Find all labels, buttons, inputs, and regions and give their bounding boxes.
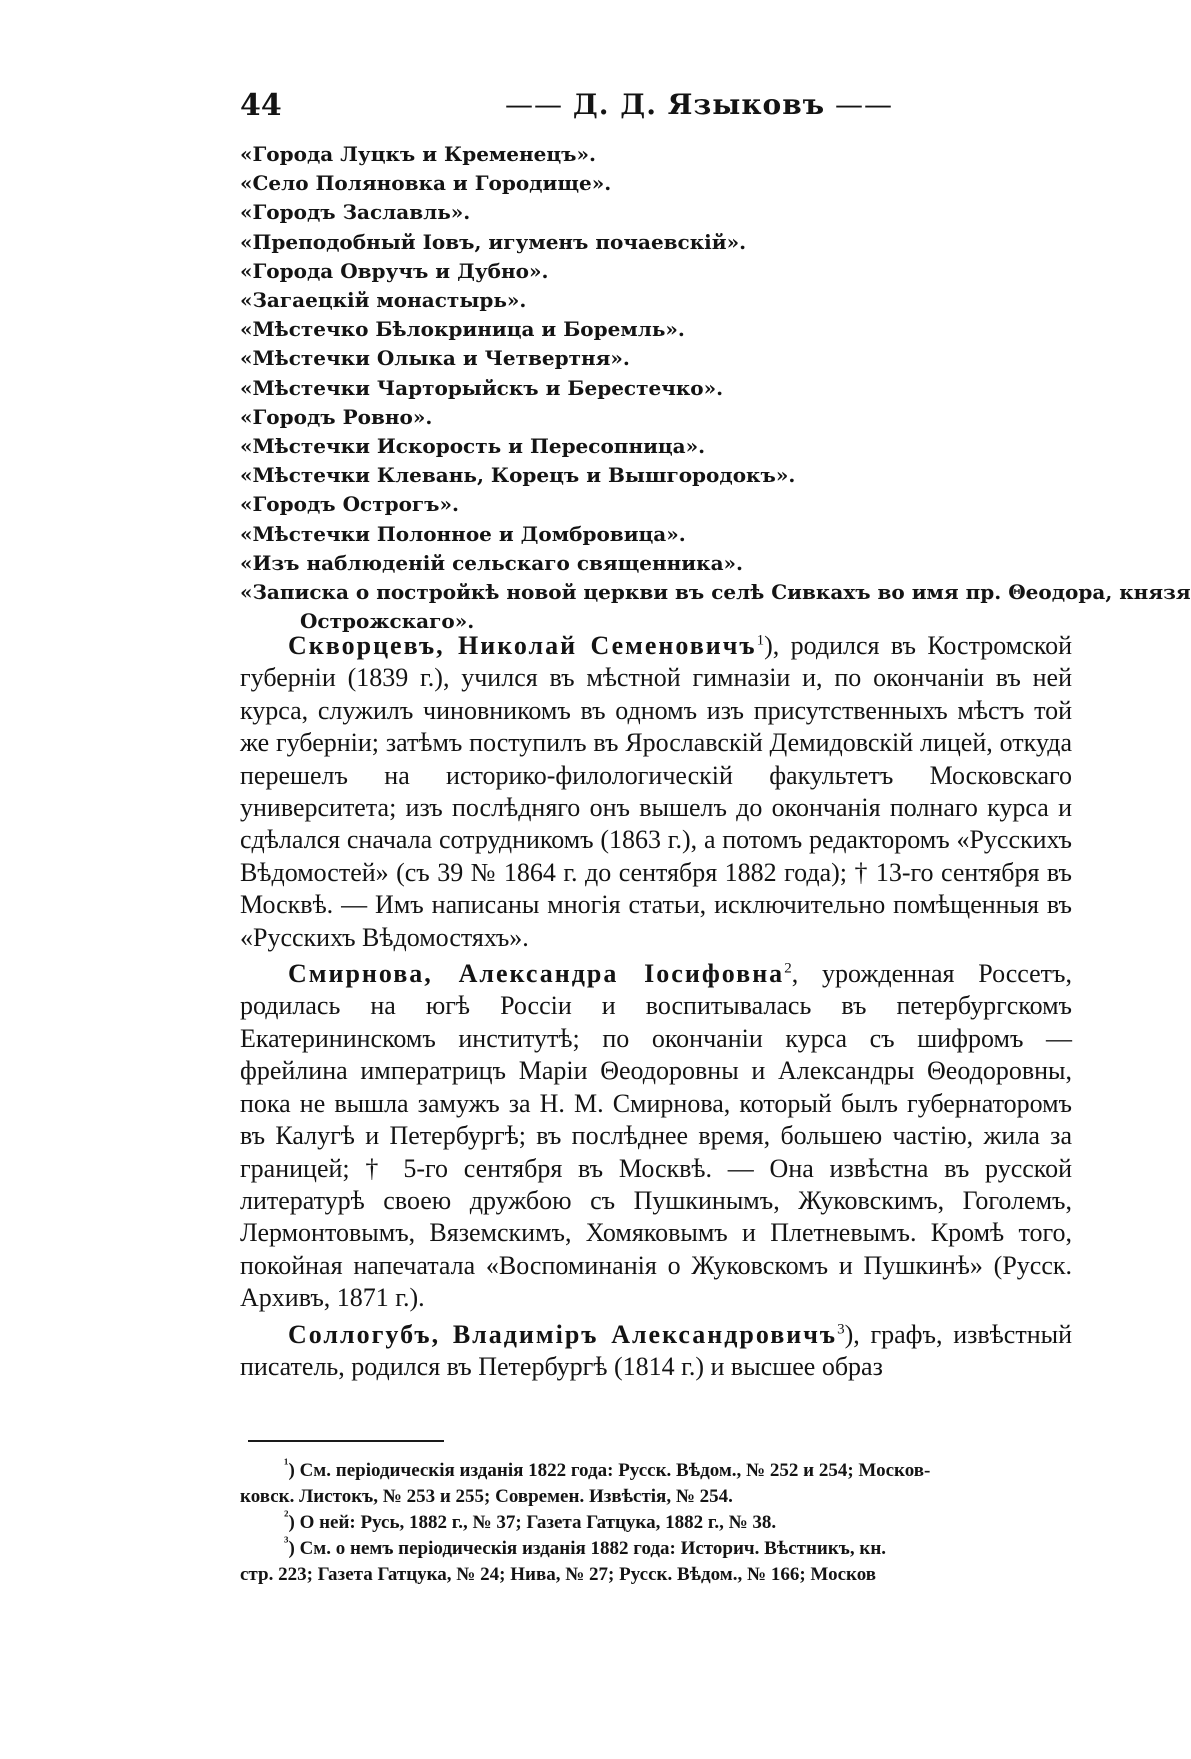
list-item: «Село Поляновка и Городище».	[240, 171, 612, 196]
paragraph-text: ), родился въ Костромской губерніи (1839 г.), учился въ мѣстной гимназіи и, по окончаніи въ ней курса, служилъ чиновникомъ въ одномъ изъ присутственныхъ мѣстъ той же губерніи; затѣмъ поступилъ въ Ярославскій Демидовскій лицей, откуда перешелъ на историко-филологическій факультетъ Московскаго университета; изъ послѣдняго онъ вышелъ до окончанія полнаго курса и сдѣлался сначала сотрудникомъ (1863 г.), а потомъ редакторомъ «Русскихъ Вѣдомостей» (съ 39 № 1864 г. до сентября 1882 года); † 13-го сентября въ Москвѣ. — Имъ написаны многія статьи, исключительно помѣщенныя въ «Русскихъ Вѣдомостяхъ».	[240, 631, 1072, 952]
paragraph-text: ), графъ, извѣстный писатель, родился въ Петербургѣ (1814 г.) и высшее образ	[240, 1319, 1073, 1381]
list-item: «Мѣстечки Клевань, Корецъ и Вышгородокъ».	[240, 463, 796, 488]
list-item: «Мѣстечки Чарторыйскъ и Берестечко».	[240, 375, 724, 400]
list-item: «Преподобный Іовъ, игуменъ почаевскій».	[240, 229, 747, 254]
footnote-text: ) О ней: Русь, 1882 г., № 37; Газета Гатцука, 1882 г., № 38.	[288, 1512, 777, 1533]
list-item: «Мѣстечки Олыка и Четвертня».	[240, 346, 630, 371]
footnote-divider	[248, 1440, 444, 1442]
biography-text	[240, 630, 1072, 1387]
footnote-text: ) См. о немъ періодическія изданія 1882 года: Историч. Вѣстникъ, кн.	[288, 1538, 887, 1559]
footnote-continuation: стр. 223; Газета Гатцука, № 24; Нива, № 27; Русск. Вѣдом., № 166; Москов	[240, 1564, 877, 1585]
footnote-marker: ³	[284, 1534, 289, 1551]
list-item: «Городъ Ровно».	[240, 404, 433, 429]
person-name: Смирнова, Александра Іосифовна	[288, 959, 785, 989]
footnotes	[240, 1458, 1080, 1588]
list-item: «Города Луцкъ и Кременецъ».	[240, 142, 596, 166]
list-item: «Изъ наблюденій сельскаго священника».	[240, 550, 744, 575]
footnote	[240, 1510, 1080, 1536]
list-item: «Городъ Острогъ».	[240, 492, 459, 517]
article-title-list	[240, 140, 1191, 636]
footnote	[240, 1458, 1080, 1484]
biography-paragraph	[240, 630, 1072, 954]
footnote-continuation: ковск. Листокъ, № 253 и 255; Современ. Извѣстія, № 254.	[240, 1486, 733, 1507]
footnote-marker: ²	[284, 1508, 289, 1525]
list-item: «Мѣстечки Полонное и Домбровица».	[240, 521, 686, 546]
footnote-marker: 1	[756, 632, 765, 649]
list-item: «Мѣстечки Искорость и Пересопница».	[240, 434, 706, 459]
person-name: Скворцевъ, Николай Семеновичъ	[288, 631, 757, 660]
list-item: «Города Овручъ и Дубно».	[240, 258, 549, 283]
list-item: «Городъ Заславль».	[240, 200, 471, 225]
biography-paragraph	[240, 1319, 1072, 1384]
footnote-marker: 3	[837, 1320, 845, 1337]
footnote	[240, 1536, 1080, 1562]
list-item: «Загаецкій монастырь».	[240, 288, 527, 313]
paragraph-text: , урожденная Россетъ, родилась на югѣ Россіи и воспитывалась въ петербургскомъ Екатерининскомъ институтѣ; по окончаніи курса съ шифромъ — фрейлина императрицъ Маріи Θеодоровны и Александры Θеодоровны, пока не вышла замужъ за Н. М. Смирнова, который былъ губернаторомъ въ Калугѣ и Петербургѣ; въ послѣднее время, большею частію, жила за границей; † 5-го сентября въ Москвѣ. — Она извѣстна въ русской литературѣ своею дружбою съ Пушкинымъ, Жуковскимъ, Гоголемъ, Лермонтовымъ, Вяземскимъ, Хомяковымъ и Плетневымъ. Кромѣ того, покойная напечатала «Воспоминанія о Жуковскомъ и Пушкинѣ» (Русск. Архивъ, 1871 г.).	[240, 959, 1072, 1313]
footnote-text: ) См. періодическія изданія 1822 года: Русск. Вѣдом., № 252 и 254; Москов-	[288, 1460, 931, 1481]
list-item: «Записка о постройкѣ новой церкви въ селѣ Сивкахъ во имя пр. Θеодора, князя	[240, 580, 1191, 605]
footnote-marker: 2	[784, 960, 792, 977]
list-item-continuation: Острожскаго».	[300, 609, 475, 634]
running-title: —— Д. Д. Языковъ ——	[505, 88, 893, 121]
page-header	[240, 88, 1070, 128]
footnote-marker: ¹	[284, 1456, 289, 1473]
person-name: Соллогубъ, Владиміръ Александровичъ	[288, 1319, 838, 1349]
biography-paragraph	[240, 958, 1072, 1314]
page-number: 44	[240, 88, 282, 123]
list-item: «Мѣстечко Бѣлокриница и Боремль».	[240, 317, 685, 342]
